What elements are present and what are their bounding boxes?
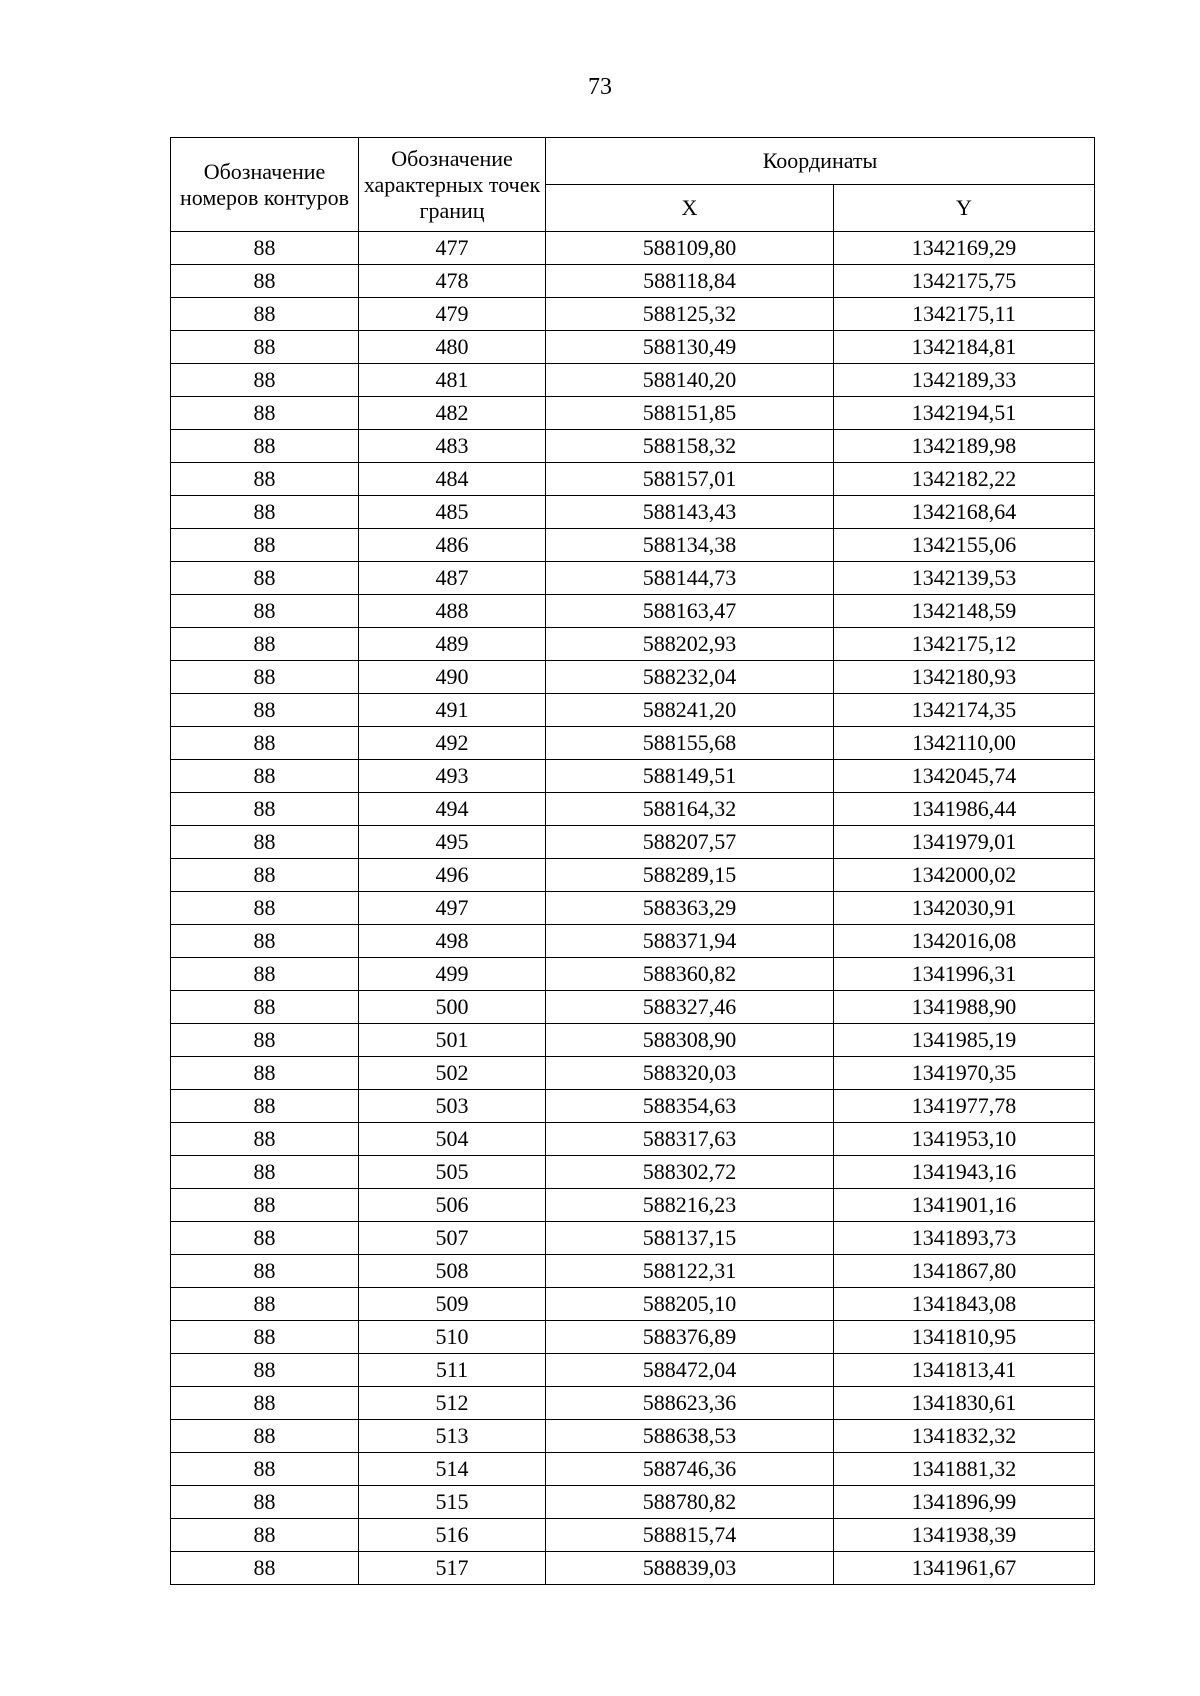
cell-x: 588137,15 [546, 1222, 834, 1255]
cell-contour: 88 [171, 562, 359, 595]
cell-y: 1341881,32 [834, 1453, 1095, 1486]
cell-contour: 88 [171, 595, 359, 628]
table-row [171, 991, 1095, 1024]
table-row [171, 892, 1095, 925]
cell-point: 512 [359, 1387, 546, 1420]
cell-y: 1342000,02 [834, 859, 1095, 892]
cell-point: 513 [359, 1420, 546, 1453]
cell-y: 1342169,29 [834, 232, 1095, 265]
cell-x: 588140,20 [546, 364, 834, 397]
cell-contour: 88 [171, 760, 359, 793]
cell-contour: 88 [171, 859, 359, 892]
cell-contour: 88 [171, 1222, 359, 1255]
cell-contour: 88 [171, 628, 359, 661]
table-row [171, 1090, 1095, 1123]
cell-x: 588205,10 [546, 1288, 834, 1321]
cell-x: 588143,43 [546, 496, 834, 529]
table-row [171, 529, 1095, 562]
cell-y: 1341985,19 [834, 1024, 1095, 1057]
header-contour-numbers: Обозначение номеров контуров [171, 138, 359, 232]
cell-x: 588109,80 [546, 232, 834, 265]
cell-contour: 88 [171, 1156, 359, 1189]
cell-x: 588158,32 [546, 430, 834, 463]
cell-y: 1342175,11 [834, 298, 1095, 331]
cell-x: 588155,68 [546, 727, 834, 760]
cell-point: 507 [359, 1222, 546, 1255]
header-x: X [546, 185, 834, 232]
cell-point: 506 [359, 1189, 546, 1222]
table-row [171, 397, 1095, 430]
table-row [171, 628, 1095, 661]
cell-x: 588623,36 [546, 1387, 834, 1420]
cell-x: 588839,03 [546, 1552, 834, 1585]
coordinates-table [170, 137, 1095, 1585]
table-row [171, 826, 1095, 859]
cell-y: 1342189,98 [834, 430, 1095, 463]
cell-x: 588746,36 [546, 1453, 834, 1486]
cell-x: 588354,63 [546, 1090, 834, 1123]
cell-point: 511 [359, 1354, 546, 1387]
cell-contour: 88 [171, 661, 359, 694]
cell-point: 499 [359, 958, 546, 991]
table-row [171, 364, 1095, 397]
cell-point: 479 [359, 298, 546, 331]
table-row [171, 1552, 1095, 1585]
cell-x: 588149,51 [546, 760, 834, 793]
cell-point: 488 [359, 595, 546, 628]
cell-contour: 88 [171, 529, 359, 562]
table-row [171, 595, 1095, 628]
table-row [171, 1288, 1095, 1321]
cell-contour: 88 [171, 265, 359, 298]
cell-point: 502 [359, 1057, 546, 1090]
table-row [171, 1354, 1095, 1387]
table-row [171, 562, 1095, 595]
cell-y: 1342189,33 [834, 364, 1095, 397]
cell-y: 1342180,93 [834, 661, 1095, 694]
cell-point: 505 [359, 1156, 546, 1189]
table-row [171, 925, 1095, 958]
cell-x: 588780,82 [546, 1486, 834, 1519]
table-row [171, 1519, 1095, 1552]
cell-contour: 88 [171, 1189, 359, 1222]
cell-y: 1342182,22 [834, 463, 1095, 496]
cell-contour: 88 [171, 1090, 359, 1123]
cell-x: 588151,85 [546, 397, 834, 430]
table-row [171, 1222, 1095, 1255]
cell-contour: 88 [171, 1288, 359, 1321]
table-row [171, 1321, 1095, 1354]
cell-point: 509 [359, 1288, 546, 1321]
cell-contour: 88 [171, 364, 359, 397]
cell-y: 1342175,12 [834, 628, 1095, 661]
table-row [171, 1156, 1095, 1189]
table-row [171, 1387, 1095, 1420]
cell-x: 588376,89 [546, 1321, 834, 1354]
cell-contour: 88 [171, 1354, 359, 1387]
cell-contour: 88 [171, 1387, 359, 1420]
cell-y: 1342045,74 [834, 760, 1095, 793]
cell-contour: 88 [171, 1486, 359, 1519]
cell-y: 1341938,39 [834, 1519, 1095, 1552]
cell-y: 1341943,16 [834, 1156, 1095, 1189]
cell-point: 514 [359, 1453, 546, 1486]
cell-y: 1342155,06 [834, 529, 1095, 562]
cell-contour: 88 [171, 1024, 359, 1057]
table-row [171, 496, 1095, 529]
cell-point: 478 [359, 265, 546, 298]
cell-x: 588815,74 [546, 1519, 834, 1552]
table-row [171, 760, 1095, 793]
page-number: 73 [588, 74, 612, 100]
cell-contour: 88 [171, 496, 359, 529]
table-row [171, 1255, 1095, 1288]
cell-point: 515 [359, 1486, 546, 1519]
table-row [171, 1486, 1095, 1519]
cell-x: 588371,94 [546, 925, 834, 958]
cell-y: 1341961,67 [834, 1552, 1095, 1585]
cell-point: 510 [359, 1321, 546, 1354]
table-row [171, 958, 1095, 991]
cell-x: 588320,03 [546, 1057, 834, 1090]
cell-y: 1341996,31 [834, 958, 1095, 991]
cell-x: 588216,23 [546, 1189, 834, 1222]
cell-y: 1341810,95 [834, 1321, 1095, 1354]
cell-contour: 88 [171, 826, 359, 859]
cell-contour: 88 [171, 397, 359, 430]
cell-x: 588122,31 [546, 1255, 834, 1288]
cell-y: 1342016,08 [834, 925, 1095, 958]
cell-point: 516 [359, 1519, 546, 1552]
cell-y: 1341986,44 [834, 793, 1095, 826]
table-row [171, 1024, 1095, 1057]
cell-point: 486 [359, 529, 546, 562]
cell-point: 489 [359, 628, 546, 661]
table-row [171, 331, 1095, 364]
cell-x: 588302,72 [546, 1156, 834, 1189]
cell-x: 588163,47 [546, 595, 834, 628]
cell-point: 477 [359, 232, 546, 265]
cell-y: 1342194,51 [834, 397, 1095, 430]
cell-x: 588118,84 [546, 265, 834, 298]
cell-contour: 88 [171, 1420, 359, 1453]
cell-x: 588360,82 [546, 958, 834, 991]
header-coordinates: Координаты [546, 138, 1095, 185]
cell-contour: 88 [171, 892, 359, 925]
cell-contour: 88 [171, 727, 359, 760]
cell-y: 1341813,41 [834, 1354, 1095, 1387]
cell-y: 1341867,80 [834, 1255, 1095, 1288]
cell-x: 588125,32 [546, 298, 834, 331]
cell-contour: 88 [171, 298, 359, 331]
cell-contour: 88 [171, 331, 359, 364]
cell-contour: 88 [171, 463, 359, 496]
cell-point: 483 [359, 430, 546, 463]
cell-x: 588134,38 [546, 529, 834, 562]
table-row [171, 727, 1095, 760]
cell-y: 1342184,81 [834, 331, 1095, 364]
cell-contour: 88 [171, 694, 359, 727]
table-row [171, 793, 1095, 826]
table-row [171, 265, 1095, 298]
cell-point: 497 [359, 892, 546, 925]
cell-y: 1341830,61 [834, 1387, 1095, 1420]
cell-y: 1341988,90 [834, 991, 1095, 1024]
cell-y: 1341832,32 [834, 1420, 1095, 1453]
cell-point: 496 [359, 859, 546, 892]
cell-contour: 88 [171, 1321, 359, 1354]
cell-y: 1341979,01 [834, 826, 1095, 859]
cell-point: 481 [359, 364, 546, 397]
cell-contour: 88 [171, 1453, 359, 1486]
cell-x: 588308,90 [546, 1024, 834, 1057]
cell-y: 1341893,73 [834, 1222, 1095, 1255]
cell-contour: 88 [171, 991, 359, 1024]
cell-point: 500 [359, 991, 546, 1024]
cell-x: 588144,73 [546, 562, 834, 595]
cell-point: 480 [359, 331, 546, 364]
cell-y: 1342139,53 [834, 562, 1095, 595]
cell-point: 482 [359, 397, 546, 430]
cell-point: 484 [359, 463, 546, 496]
cell-point: 495 [359, 826, 546, 859]
table-row [171, 430, 1095, 463]
table-row [171, 661, 1095, 694]
cell-x: 588164,32 [546, 793, 834, 826]
cell-x: 588232,04 [546, 661, 834, 694]
cell-y: 1342175,75 [834, 265, 1095, 298]
table-body [171, 232, 1095, 1585]
cell-point: 487 [359, 562, 546, 595]
table-row [171, 859, 1095, 892]
table-row [171, 232, 1095, 265]
cell-y: 1341901,16 [834, 1189, 1095, 1222]
table-row [171, 1189, 1095, 1222]
cell-x: 588327,46 [546, 991, 834, 1024]
cell-x: 588638,53 [546, 1420, 834, 1453]
cell-x: 588317,63 [546, 1123, 834, 1156]
header-y: Y [834, 185, 1095, 232]
cell-contour: 88 [171, 430, 359, 463]
cell-x: 588241,20 [546, 694, 834, 727]
cell-x: 588289,15 [546, 859, 834, 892]
cell-contour: 88 [171, 958, 359, 991]
cell-contour: 88 [171, 793, 359, 826]
cell-point: 517 [359, 1552, 546, 1585]
cell-y: 1341970,35 [834, 1057, 1095, 1090]
cell-contour: 88 [171, 232, 359, 265]
cell-y: 1342030,91 [834, 892, 1095, 925]
cell-x: 588472,04 [546, 1354, 834, 1387]
cell-x: 588363,29 [546, 892, 834, 925]
cell-x: 588202,93 [546, 628, 834, 661]
cell-y: 1341953,10 [834, 1123, 1095, 1156]
table-row [171, 694, 1095, 727]
cell-y: 1342174,35 [834, 694, 1095, 727]
cell-contour: 88 [171, 1519, 359, 1552]
cell-y: 1342168,64 [834, 496, 1095, 529]
cell-point: 501 [359, 1024, 546, 1057]
cell-y: 1341896,99 [834, 1486, 1095, 1519]
cell-y: 1341977,78 [834, 1090, 1095, 1123]
cell-point: 498 [359, 925, 546, 958]
cell-contour: 88 [171, 1057, 359, 1090]
cell-point: 491 [359, 694, 546, 727]
cell-point: 490 [359, 661, 546, 694]
cell-y: 1342110,00 [834, 727, 1095, 760]
cell-y: 1341843,08 [834, 1288, 1095, 1321]
cell-point: 504 [359, 1123, 546, 1156]
header-boundary-points: Обозначение характерных точек границ [359, 138, 546, 232]
cell-contour: 88 [171, 925, 359, 958]
cell-point: 508 [359, 1255, 546, 1288]
cell-point: 492 [359, 727, 546, 760]
table-row [171, 1453, 1095, 1486]
cell-contour: 88 [171, 1123, 359, 1156]
cell-x: 588207,57 [546, 826, 834, 859]
cell-y: 1342148,59 [834, 595, 1095, 628]
table-row [171, 1057, 1095, 1090]
cell-point: 503 [359, 1090, 546, 1123]
cell-x: 588157,01 [546, 463, 834, 496]
table-row [171, 298, 1095, 331]
cell-x: 588130,49 [546, 331, 834, 364]
cell-contour: 88 [171, 1552, 359, 1585]
table-row [171, 463, 1095, 496]
table-row [171, 1123, 1095, 1156]
cell-point: 494 [359, 793, 546, 826]
cell-point: 493 [359, 760, 546, 793]
cell-contour: 88 [171, 1255, 359, 1288]
table-row [171, 1420, 1095, 1453]
cell-point: 485 [359, 496, 546, 529]
